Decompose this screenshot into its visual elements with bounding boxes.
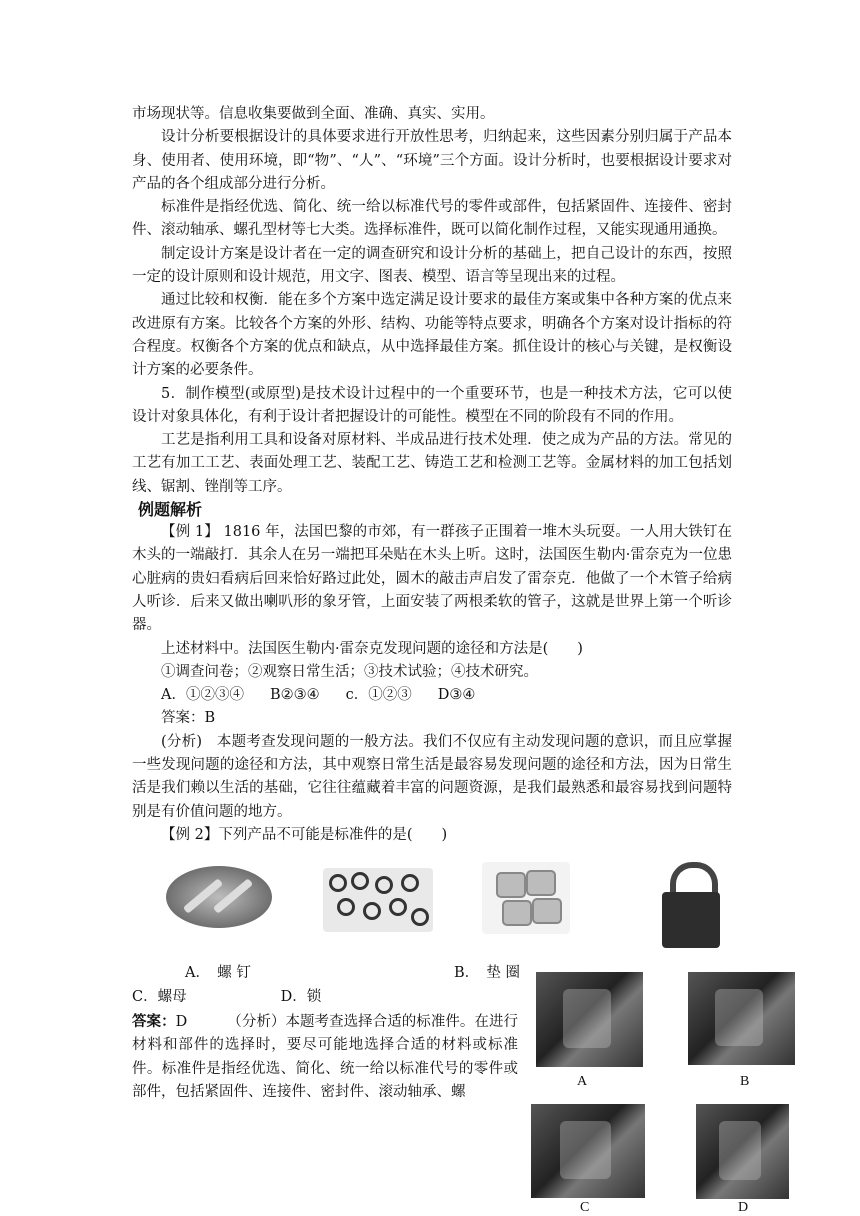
- washer-photo: [323, 868, 433, 932]
- nut-photo: [482, 862, 570, 934]
- caption-c: C．螺母: [132, 989, 187, 1005]
- example1-analysis: (分析) 本题考查发现问题的一般方法。我们不仅应有主动发现问题的意识，而且应掌握一些发现问题的途径和方法，其中观察日常生活是最容易发现问题的途径和方法，因为日常生活是我们赖以生活的基础，它往往蕴藏着丰富的问题资源，是我们最熟悉和最容易找到问题特别是有价值问题的地方。: [132, 733, 732, 820]
- example2-analysis: [132, 1010, 518, 1105]
- caption-row-2: [132, 986, 518, 1010]
- caption-d: D．锁: [280, 989, 322, 1005]
- caption-row: [185, 962, 520, 984]
- example1-story: 【例 1】 1816 年，法国巴黎的市郊，有一群孩子正围着一堆木头玩耍。一人用大铁钉在木头的一端敲打．其余人在另一端把耳朵贴在木头上听。这时，法国医生勒内·雷奈克为一位患心脏病的贵妇看病后回来恰好路过此处，圆木的敲击声启发了雷奈克．他做了一个木管子给病人听诊．后来又做出喇叭形的象牙管，上面安装了两根柔软的管子，这就是世界上第一个听诊器。: [132, 524, 732, 634]
- photo-label-a: A: [577, 1074, 588, 1089]
- paragraph-1: 市场现状等。信息收集要做到全面、准确、真实、实用。: [132, 106, 495, 122]
- example2-lower: [132, 986, 518, 1105]
- process-photo-b: [688, 972, 795, 1065]
- paragraph-6: 5．制作模型(或原型)是技术设计过程中的一个重要环节，也是一种技术方法，它可以使设计对象具体化，有利于设计者把握设计的可能性。模型在不同的阶段有不同的作用。: [132, 385, 732, 425]
- option-a: A．①②③④: [161, 687, 244, 704]
- option-c: c．①②③: [345, 687, 412, 704]
- analysis-text: （分析）本题考查选择合适的标准件。在进行材料和部件的选择时，要尽可能地选择合适的材料或标准件。标准件是指经优选、简化、统一给以标准代号的零件或部件，包括紧固件、连接件、密封件、滚动轴承、螺: [132, 1013, 519, 1100]
- example1-items: ①调查问卷；②观察日常生活；③技术试验；④技术研究。: [161, 663, 538, 680]
- paragraph-4: 制定设计方案是设计者在一定的调查研究和设计分析的基础上，把自己设计的东西，按照一定的设计原则和设计规范，用文字、图表、模型、语言等呈现出来的过程。: [132, 245, 732, 286]
- example1-question: 上述材料中。法国医生勒内·雷奈克发现问题的途径和方法是( ): [161, 640, 583, 657]
- screw-photo: [166, 866, 272, 928]
- process-photo-c: [531, 1104, 645, 1198]
- option-d: D③④: [437, 687, 476, 704]
- photo-label-b: B: [740, 1074, 750, 1089]
- caption-b: B． 垫 圈: [453, 965, 520, 981]
- body-text: [132, 103, 732, 847]
- answer-label: 答案：: [132, 1012, 176, 1030]
- example1-answer: 答案：B: [161, 710, 216, 727]
- answer-value: D: [175, 1013, 188, 1030]
- lock-photo: [660, 862, 722, 950]
- photo-label-c: C: [580, 1200, 590, 1215]
- paragraph-2: 设计分析要根据设计的具体要求进行开放性思考，归纳起来，这些因素分别归属于产品本身、使用者、使用环境，即“物”、“人”、“环境”三个方面。设计分析时，也要根据设计要求对产品的各个组成部分进行分析。: [132, 129, 732, 192]
- section-title: 例题解析: [138, 500, 203, 520]
- process-photo-d: [696, 1104, 789, 1199]
- caption-a: A． 螺 钉: [185, 965, 251, 981]
- photo-label-d: D: [738, 1200, 749, 1215]
- paragraph-3: 标准件是指经优选、简化、统一给以标准代号的零件或部件，包括紧固件、连接件、密封件、滚动轴承、螺孔型材等七大类。选择标准件，既可以简化制作过程，又能实现通用通换。: [132, 199, 732, 239]
- process-photo-a: [536, 972, 643, 1067]
- paragraph-5: 通过比较和权衡．能在多个方案中选定满足设计要求的最佳方案或集中各种方案的优点来改进原有方案。比较各个方案的外形、结构、功能等特点要求，明确各个方案对设计指标的符合程度。权衡各个方案的优点和缺点，从中选择最佳方案。抓住设计的核心与关键，是权衡设计方案的必要条件。: [132, 292, 732, 379]
- option-b: B②③④: [269, 687, 320, 704]
- example2-question: 【例 2】下列产品不可能是标准件的是( ): [161, 826, 448, 843]
- product-photos: [160, 862, 760, 952]
- example1-options: [132, 684, 732, 707]
- paragraph-7: 工艺是指利用工具和设备对原材料、半成品进行技术处理．使之成为产品的方法。常见的工艺有加工工艺、表面处理工艺、装配工艺、铸造工艺和检测工艺等。金属材料的加工包括划线、锯割、锉削等工序。: [132, 432, 732, 495]
